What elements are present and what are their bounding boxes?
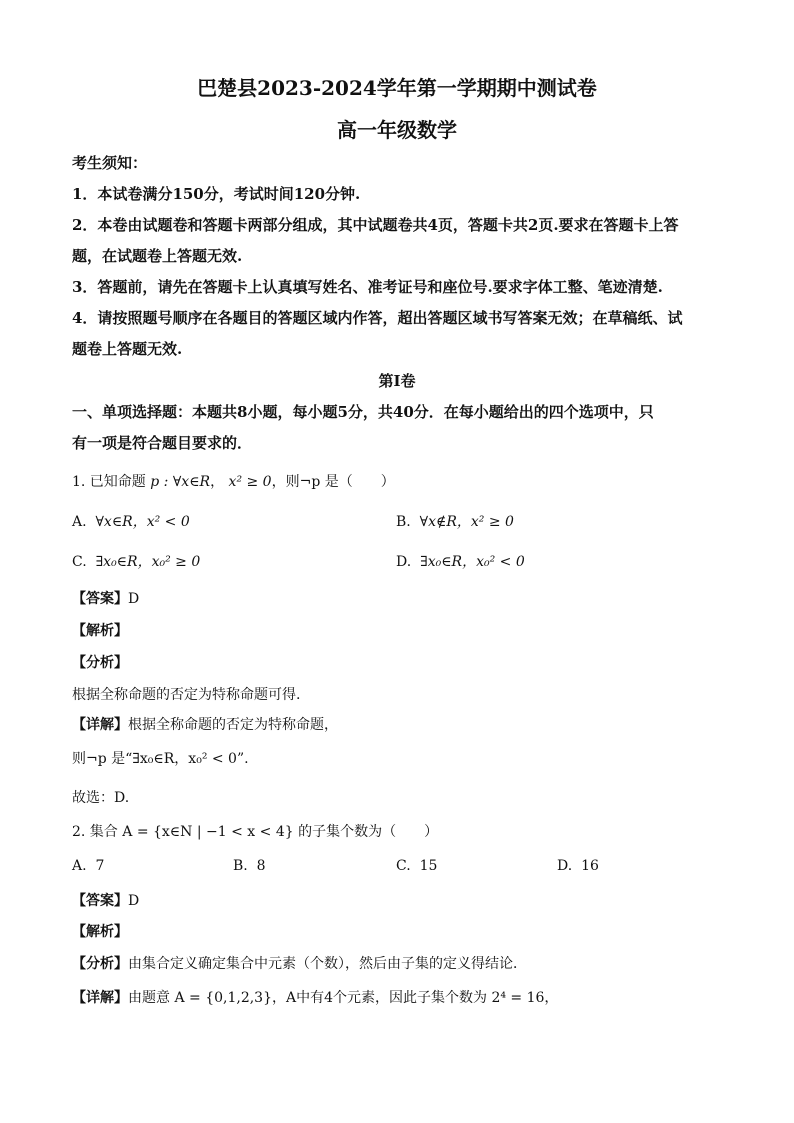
fenxi-tag: 【分析】 [72, 956, 128, 972]
fenxi-text: 由集合定义确定集合中元素（个数），然后由子集的定义得结论． [128, 956, 527, 972]
option-text: ∃x₀∈R，x₀² ≥ 0 [95, 554, 201, 570]
q2-answer [72, 890, 139, 910]
q1-prefix: 1. 已知命题 [72, 474, 146, 490]
option-label: A. [72, 514, 87, 530]
q1-analysis-tag: 【解析】 [72, 623, 128, 639]
section-intro-line1: 一、单项选择题：本题共8小题，每小题5分，共40分．在每小题给出的四个选项中，只 [72, 403, 654, 421]
exam-subtitle: 高一年级数学 [337, 118, 457, 142]
q1-proposition: p : ∀x∈R [150, 474, 211, 490]
detail-tag: 【详解】 [72, 990, 128, 1006]
option-text: ∀x∈R，x² < 0 [95, 514, 190, 530]
option-label: A. [72, 858, 87, 874]
section-title: 第I卷 [378, 372, 416, 390]
option-text: ∀x∉R，x² ≥ 0 [419, 514, 514, 530]
option-text: 16 [581, 858, 599, 874]
q1-fenxi-tag: 【分析】 [72, 655, 128, 671]
q2-option-d [557, 858, 599, 874]
q2-option-c [396, 858, 437, 874]
notice-item-4: 4．请按照题号顺序在各题目的答题区域内作答，超出答题区域书写答案无效；在草稿纸、试 [72, 309, 683, 327]
q1-stem [72, 471, 395, 491]
q2-stem: 2. 集合 A = {x∈N | −1 < x < 4} 的子集个数为（ ） [72, 824, 439, 840]
q1-choose: 故选：D. [72, 790, 130, 806]
detail-text: 根据全称命题的否定为特称命题， [128, 717, 338, 733]
notice-item-1: 1．本试卷满分150分，考试时间120分钟. [72, 185, 361, 203]
option-text: 8 [256, 858, 266, 874]
option-label: B. [396, 514, 411, 530]
q1-detail-2: 则¬p 是“∃x₀∈R，x₀² < 0”. [72, 751, 249, 767]
notice-heading: 考生须知： [72, 154, 148, 172]
detail-text: 由题意 A = {0,1,2,3}，A中有4个元素，因此子集个数为 2⁴ = 16， [128, 990, 559, 1006]
option-text: 15 [419, 858, 438, 874]
notice-item-2-cont: 题，在试题卷上答题无效. [72, 247, 243, 265]
q1-option-d [396, 551, 525, 571]
q1-condition: x² ≥ 0 [228, 474, 272, 490]
q2-analysis-tag: 【解析】 [72, 924, 128, 940]
notice-item-2: 2．本卷由试题卷和答题卡两部分组成，其中试题卷共4页，答题卡共2页.要求在答题卡上答 [72, 216, 679, 234]
q2-option-a [72, 858, 104, 874]
option-label: C. [396, 858, 411, 874]
q2-option-b [233, 858, 266, 874]
q1-option-c [72, 551, 200, 571]
notice-item-4-cont: 题卷上答题无效. [72, 340, 183, 358]
q1-comma: ， [210, 474, 225, 490]
option-label: C. [72, 554, 87, 570]
q1-option-a [72, 511, 190, 531]
q2-fenxi [72, 953, 527, 973]
q1-detail [72, 714, 338, 734]
q1-fenxi: 根据全称命题的否定为特称命题可得. [72, 687, 301, 703]
option-label: D. [396, 554, 412, 570]
q1-answer [72, 588, 139, 608]
option-text: 7 [95, 858, 105, 874]
answer-value: D [128, 893, 140, 909]
option-label: D. [557, 858, 573, 874]
answer-value: D [128, 591, 140, 607]
section-intro-line2: 有一项是符合题目要求的． [72, 434, 253, 452]
option-label: B. [233, 858, 248, 874]
option-text: ∃x₀∈R，x₀² < 0 [420, 554, 525, 570]
answer-tag: 【答案】 [72, 591, 128, 607]
q1-tail: ，则¬p 是（ ） [271, 474, 395, 490]
exam-title: 巴楚县2023-2024学年第一学期期中测试卷 [197, 76, 597, 100]
q2-detail [72, 987, 558, 1007]
answer-tag: 【答案】 [72, 893, 128, 909]
q1-option-b [396, 511, 514, 531]
detail-tag: 【详解】 [72, 717, 128, 733]
notice-item-3: 3．答题前，请先在答题卡上认真填写姓名、准考证号和座位号.要求字体工整、笔迹清楚. [72, 278, 663, 296]
